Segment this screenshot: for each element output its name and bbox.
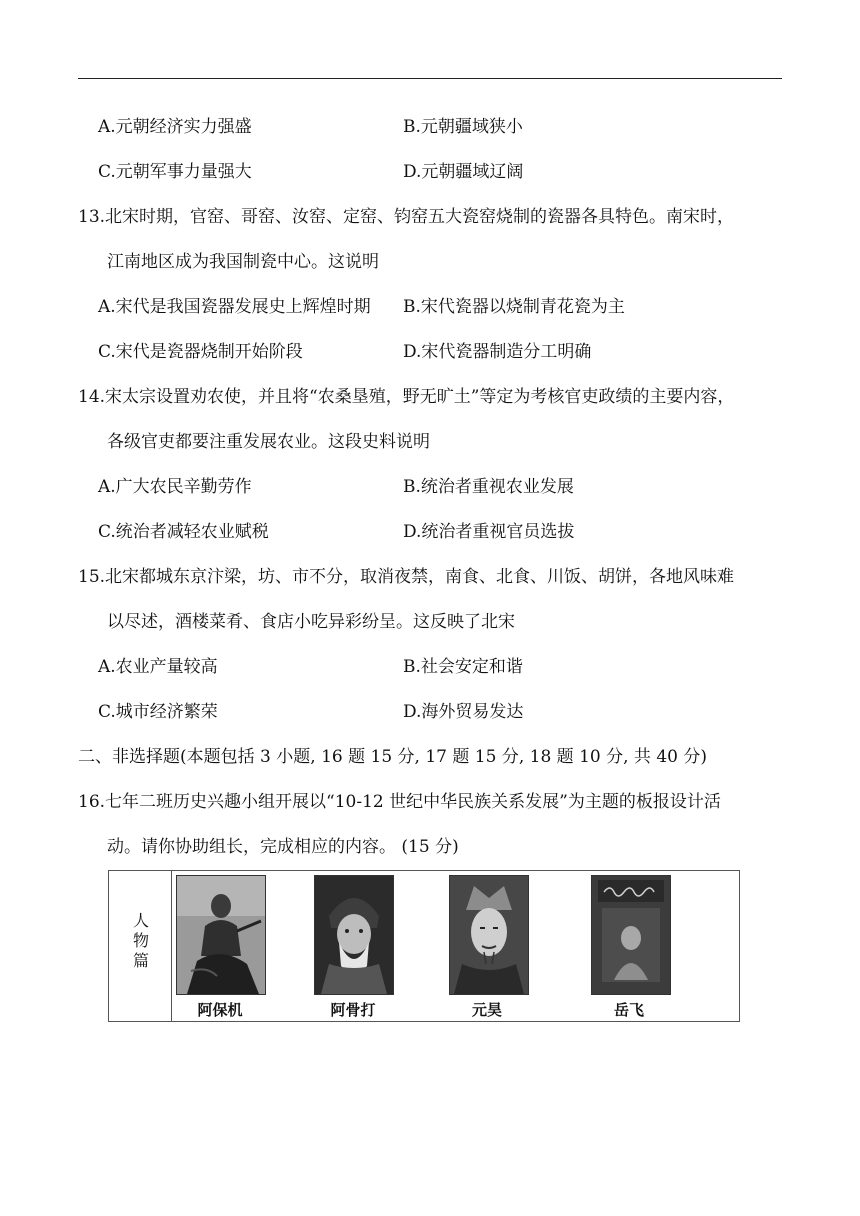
portrait-caption: 元昊	[471, 1001, 502, 1019]
q13-option-b: B.宋代瓷器以烧制青花瓷为主	[403, 297, 625, 317]
q14-option-b: B.统治者重视农业发展	[403, 477, 574, 497]
q13-stem-line2: 江南地区成为我国制瓷中心。这说明	[107, 252, 379, 272]
portrait-caption: 阿保机	[197, 1001, 243, 1019]
q12-option-a: A.元朝经济实力强盛	[98, 117, 252, 137]
q15-stem-line2: 以尽述，酒楼菜肴、食店小吃异彩纷呈。这反映了北宋	[107, 612, 515, 632]
row-label	[131, 911, 151, 971]
king-portrait-icon	[449, 875, 529, 995]
q13-option-d: D.宋代瓷器制造分工明确	[403, 342, 592, 362]
q15-option-d: D.海外贸易发达	[403, 702, 524, 722]
q12-option-b: B.元朝疆域狭小	[403, 117, 523, 137]
q13-option-a: A.宋代是我国瓷器发展史上辉煌时期	[98, 297, 371, 317]
statue-portrait-icon	[591, 875, 671, 995]
q14-stem-line1: 14.宋太宗设置劝农使，并且将“农桑垦殖，野无旷土”等定为考核官吏政绩的主要内容，	[78, 387, 735, 407]
row-label-char: 物	[132, 931, 149, 950]
q14-option-c: C.统治者减轻农业赋税	[98, 522, 269, 542]
q16-stem-line1: 16.七年二班历史兴趣小组开展以“10-12 世纪中华民族关系发展”为主题的板报设计活	[78, 792, 721, 812]
q15-option-c: C.城市经济繁荣	[98, 702, 218, 722]
row-label-char: 篇	[132, 951, 149, 970]
q13-stem-line1: 13.北宋时期，官窑、哥窑、汝窑、定窑、钧窑五大瓷窑烧制的瓷器各具特色。南宋时，	[78, 207, 735, 227]
portrait-caption: 阿骨打	[330, 1001, 376, 1019]
q14-stem-line2: 各级官吏都要注重发展农业。这段史料说明	[107, 432, 430, 452]
q14-option-a: A.广大农民辛勤劳作	[98, 477, 252, 497]
q15-option-b: B.社会安定和谐	[403, 657, 523, 677]
section-heading: 二、非选择题(本题包括 3 小题, 16 题 15 分, 17 题 15 分, 18 题 10 分, 共 40 分)	[78, 747, 707, 767]
row-label-char: 人	[132, 911, 149, 930]
header-rule	[78, 78, 782, 79]
portrait-caption: 岳飞	[613, 1001, 644, 1019]
q16-stem-line2: 动。请你协助组长，完成相应的内容。 (15 分)	[107, 837, 459, 857]
horseman-portrait-icon	[176, 875, 266, 995]
q13-option-c: C.宋代是瓷器烧制开始阶段	[98, 342, 303, 362]
portrait-table	[108, 870, 740, 1022]
elder-portrait-icon	[314, 875, 394, 995]
row-label-cell	[109, 871, 172, 1021]
q15-option-a: A.农业产量较高	[98, 657, 218, 677]
q15-stem-line1: 15.北宋都城东京汴梁，坊、市不分，取消夜禁，南食、北食、川饭、胡饼，各地风味难	[78, 567, 735, 587]
q12-option-c: C.元朝军事力量强大	[98, 162, 252, 182]
q12-option-d: D.元朝疆域辽阔	[403, 162, 524, 182]
q14-option-d: D.统治者重视官员选拔	[403, 522, 575, 542]
